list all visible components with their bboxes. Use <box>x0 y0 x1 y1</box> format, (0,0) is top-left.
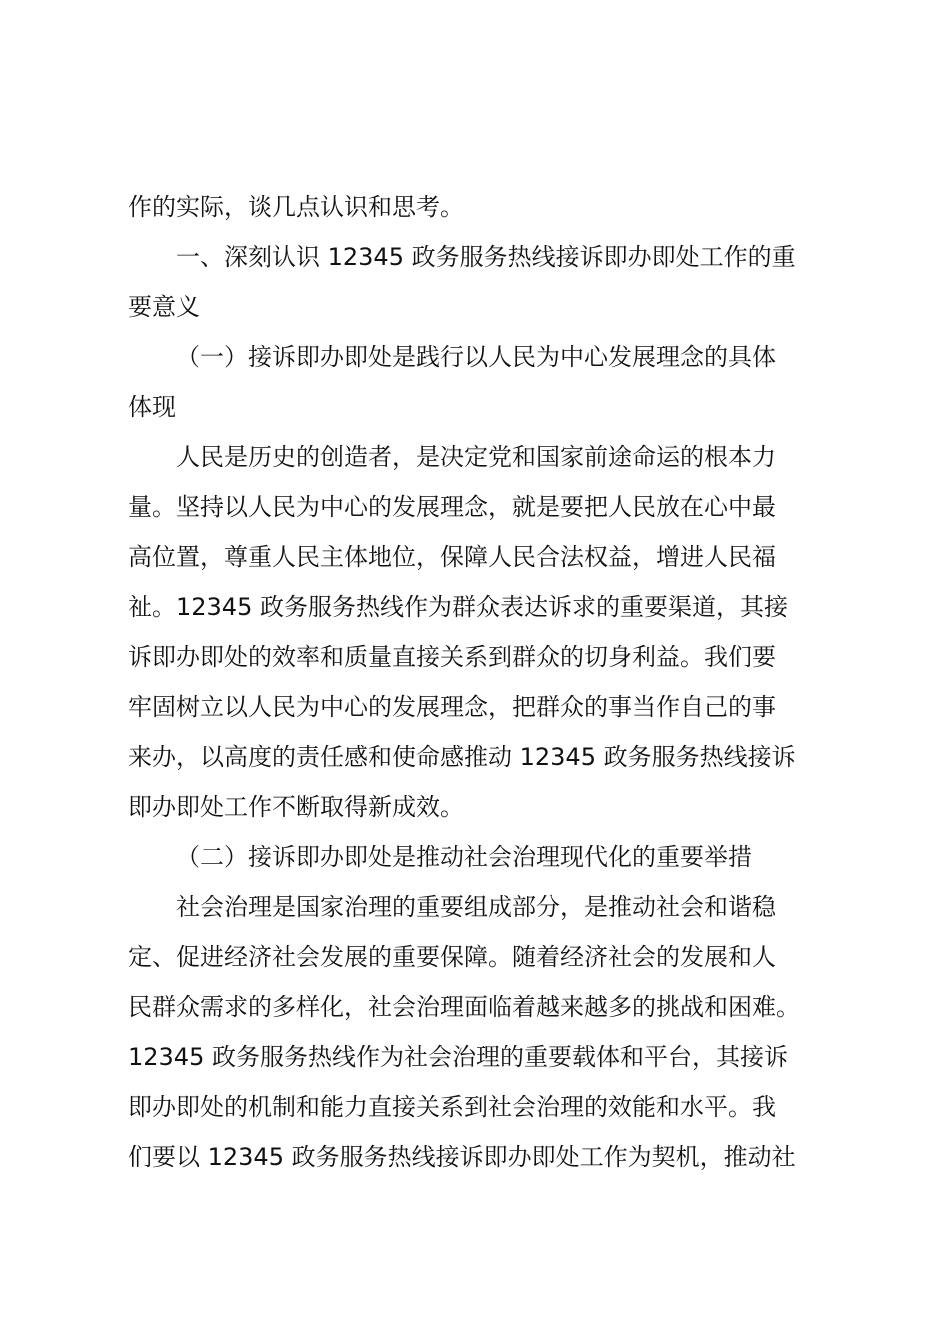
paragraph-line: 们要以 12345 政务服务热线接诉即办即处工作为契机，推动社 <box>128 1143 796 1171</box>
subsection-heading: （二）接诉即办即处是推动社会治理现代化的重要举措 <box>176 843 752 871</box>
paragraph-line: 定、促进经济社会发展的重要保障。随着经济社会的发展和人 <box>128 943 776 971</box>
paragraph-line: 诉即办即处的效率和质量直接关系到群众的切身利益。我们要 <box>128 643 776 671</box>
paragraph-line: 来办，以高度的责任感和使命感推动 12345 政务服务热线接诉 <box>128 743 796 771</box>
paragraph-line: 即办即处的机制和能力直接关系到社会治理的效能和水平。我 <box>128 1093 776 1121</box>
paragraph-line: 祉。12345 政务服务热线作为群众表达诉求的重要渠道，其接 <box>128 593 788 621</box>
subsection-heading: （一）接诉即办即处是践行以人民为中心发展理念的具体 <box>176 343 776 371</box>
paragraph-line: 人民是历史的创造者，是决定党和国家前途命运的根本力 <box>176 443 776 471</box>
paragraph-line: 12345 政务服务热线作为社会治理的重要载体和平台，其接诉 <box>128 1043 788 1071</box>
paragraph-line: 即办即处工作不断取得新成效。 <box>128 793 464 821</box>
section-heading: 一、深刻认识 12345 政务服务热线接诉即办即处工作的重 <box>176 243 796 271</box>
paragraph-line: 社会治理是国家治理的重要组成部分，是推动社会和谐稳 <box>176 893 776 921</box>
text-line: 作的实际，谈几点认识和思考。 <box>128 193 464 221</box>
section-heading-cont: 要意义 <box>128 293 200 321</box>
paragraph-line: 民群众需求的多样化，社会治理面临着越来越多的挑战和困难。 <box>128 993 800 1021</box>
paragraph-line: 高位置，尊重人民主体地位，保障人民合法权益，增进人民福 <box>128 543 776 571</box>
paragraph-line: 量。坚持以人民为中心的发展理念，就是要把人民放在心中最 <box>128 493 776 521</box>
paragraph-line: 牢固树立以人民为中心的发展理念，把群众的事当作自己的事 <box>128 693 776 721</box>
subsection-heading-cont: 体现 <box>128 393 176 421</box>
